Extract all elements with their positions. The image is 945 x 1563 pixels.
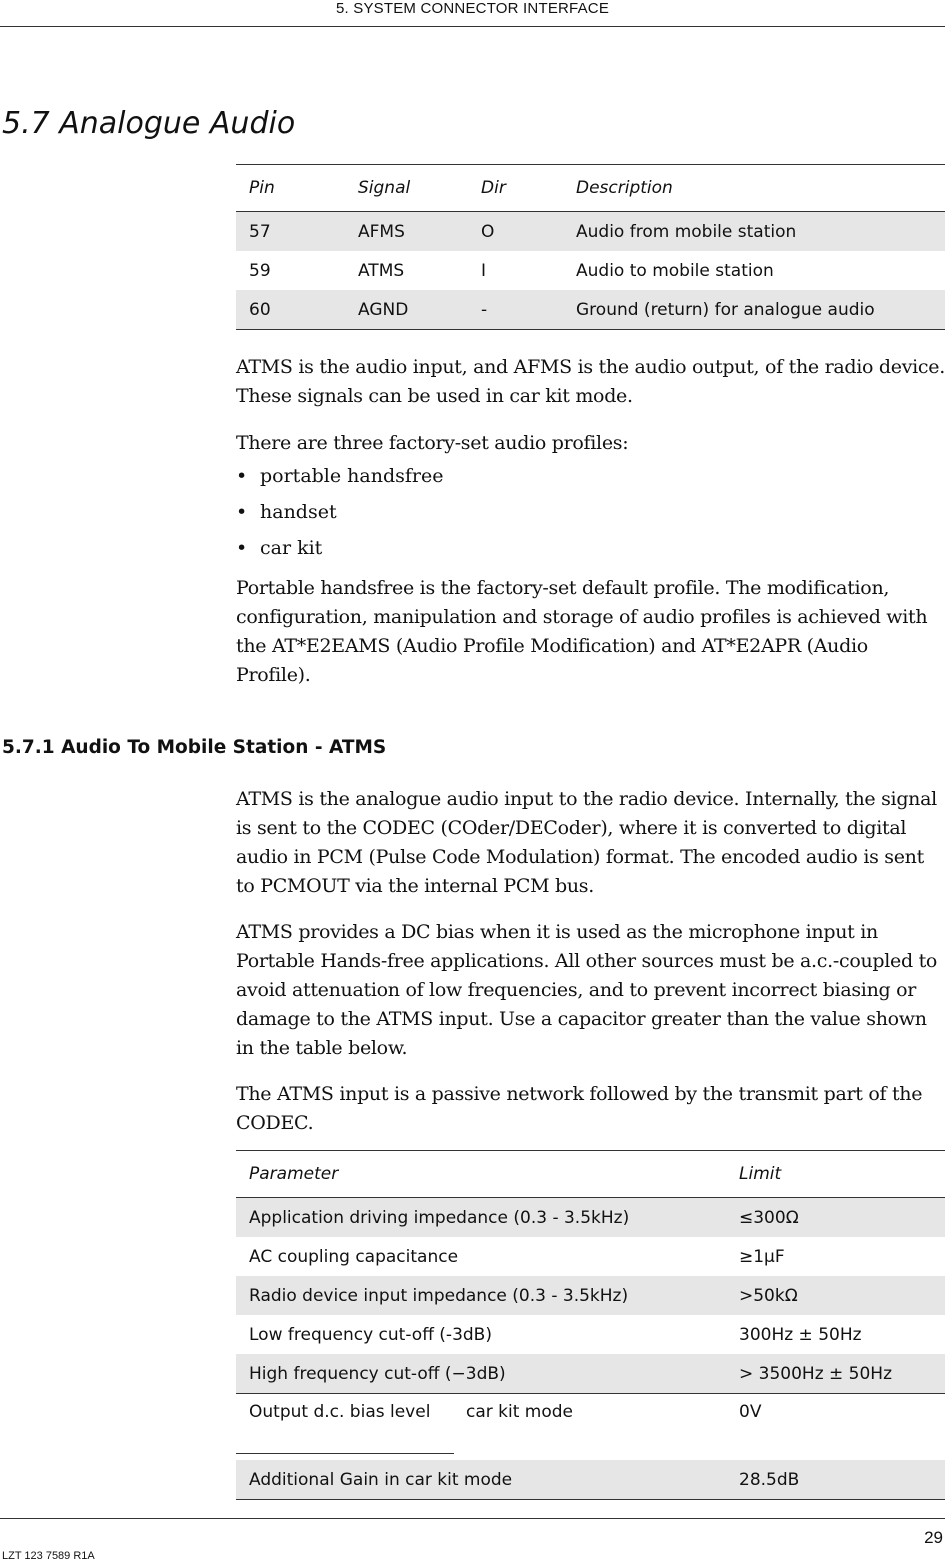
paragraph: ATMS is the analogue audio input to the radio device. Internally, the signal is sent to the CODEC (COder/DECoder), where it is converted to digital audio in PCM (Pulse Code Modulation) format. The encoded audio is sent to PCMOUT via the internal PCM bus. (236, 788, 937, 897)
table-row (236, 290, 945, 330)
limit-cell: 28.5dB (726, 1460, 945, 1500)
pin-table (236, 164, 945, 330)
subsection-body (236, 785, 945, 1138)
limit-cell: 300Hz ± 50Hz (739, 1324, 862, 1345)
running-header (0, 0, 945, 27)
section-title: 5.7 Analogue Audio (2, 106, 296, 141)
list-item-label: car kit (260, 537, 323, 559)
profile-list (236, 458, 945, 566)
signal-cell: ATMS (358, 260, 405, 281)
parameter-cell: AC coupling capacitance (249, 1246, 459, 1267)
pin-cell: 60 (236, 290, 345, 330)
parameter-col-header: Parameter (236, 1151, 726, 1198)
table-row (236, 1315, 945, 1354)
table-row (236, 1460, 945, 1500)
bullet-icon: • (236, 465, 248, 487)
paragraph: There are three factory-set audio profiles: (236, 432, 629, 454)
parameter-cell: High frequency cut-off (−3dB) (236, 1354, 726, 1394)
table-row (236, 1354, 945, 1394)
pin-cell: 57 (236, 212, 345, 252)
table-row (236, 1394, 945, 1461)
list-item (236, 494, 945, 530)
footer-divider (0, 1518, 945, 1519)
parameter-cell: Additional Gain in car kit mode (236, 1460, 726, 1500)
dir-cell: - (468, 290, 563, 330)
table-row (236, 251, 945, 290)
description-cell: Audio to mobile station (576, 260, 774, 281)
condition-cell: car kit mode (454, 1394, 726, 1461)
description-cell: Audio from mobile station (563, 212, 945, 252)
description-col-header: Description (563, 165, 945, 212)
page-number: 29 (924, 1528, 943, 1547)
table-row (236, 212, 945, 252)
limit-cell: ≥1μF (739, 1246, 785, 1267)
pin-table-header (236, 165, 945, 212)
list-item-label: handset (260, 501, 337, 523)
limit-col-header: Limit (726, 1151, 945, 1198)
parameter-table-header (236, 1151, 945, 1198)
section-body (236, 353, 945, 690)
list-item (236, 458, 945, 494)
parameter-cell: Radio device input impedance (0.3 - 3.5kHz) (236, 1276, 726, 1315)
limit-cell: >50kΩ (726, 1276, 945, 1315)
bullet-icon: • (236, 537, 248, 559)
bullet-icon: • (236, 501, 248, 523)
paragraph: The ATMS input is a passive network followed by the transmit part of the CODEC. (236, 1083, 923, 1134)
pin-cell: 59 (249, 260, 271, 281)
signal-col-header: Signal (345, 165, 468, 212)
table-row (236, 1198, 945, 1238)
parameter-cell: Application driving impedance (0.3 - 3.5kHz) (236, 1198, 726, 1238)
limit-cell: > 3500Hz ± 50Hz (726, 1354, 945, 1394)
paragraph: ATMS is the audio input, and AFMS is the audio output, of the radio device. These signals can be used in car kit mode. (236, 356, 945, 407)
dir-cell: O (468, 212, 563, 252)
dir-col-header: Dir (468, 165, 563, 212)
description-cell: Ground (return) for analogue audio (563, 290, 945, 330)
running-header-title: 5. SYSTEM CONNECTOR INTERFACE (335, 0, 610, 17)
paragraph: ATMS provides a DC bias when it is used as the microphone input in Portable Hands-free applications. All other sources must be a.c.-coupled to avoid attenuation of low frequencies, and to prevent incorrect biasing or damage to the ATMS input. Use a capacitor greater than the value shown in the table below. (236, 921, 938, 1059)
list-item-label: portable handsfree (260, 465, 444, 487)
subsection-title: 5.7.1 Audio To Mobile Station - ATMS (2, 737, 387, 758)
parameter-table (236, 1150, 945, 1500)
dir-cell: I (481, 260, 487, 281)
parameter-cell: Output d.c. bias level (236, 1394, 454, 1461)
table-divider (236, 1453, 454, 1454)
document-id: LZT 123 7589 R1A (2, 1550, 95, 1562)
signal-cell: AGND (345, 290, 468, 330)
parameter-cell: Low frequency cut-off (-3dB) (249, 1324, 492, 1345)
table-row (236, 1276, 945, 1315)
limit-cell: ≤300Ω (726, 1198, 945, 1238)
signal-cell: AFMS (345, 212, 468, 252)
table-row (236, 1237, 945, 1276)
paragraph: Portable handsfree is the factory-set default profile. The modification, configuration, manipulation and storage of audio profiles is achieved with the AT*E2EAMS (Audio Profile Modification) and AT*E2APR (Audio Profile). (236, 577, 928, 686)
pin-col-header: Pin (236, 165, 345, 212)
list-item (236, 530, 945, 566)
limit-cell: 0V (726, 1394, 945, 1461)
